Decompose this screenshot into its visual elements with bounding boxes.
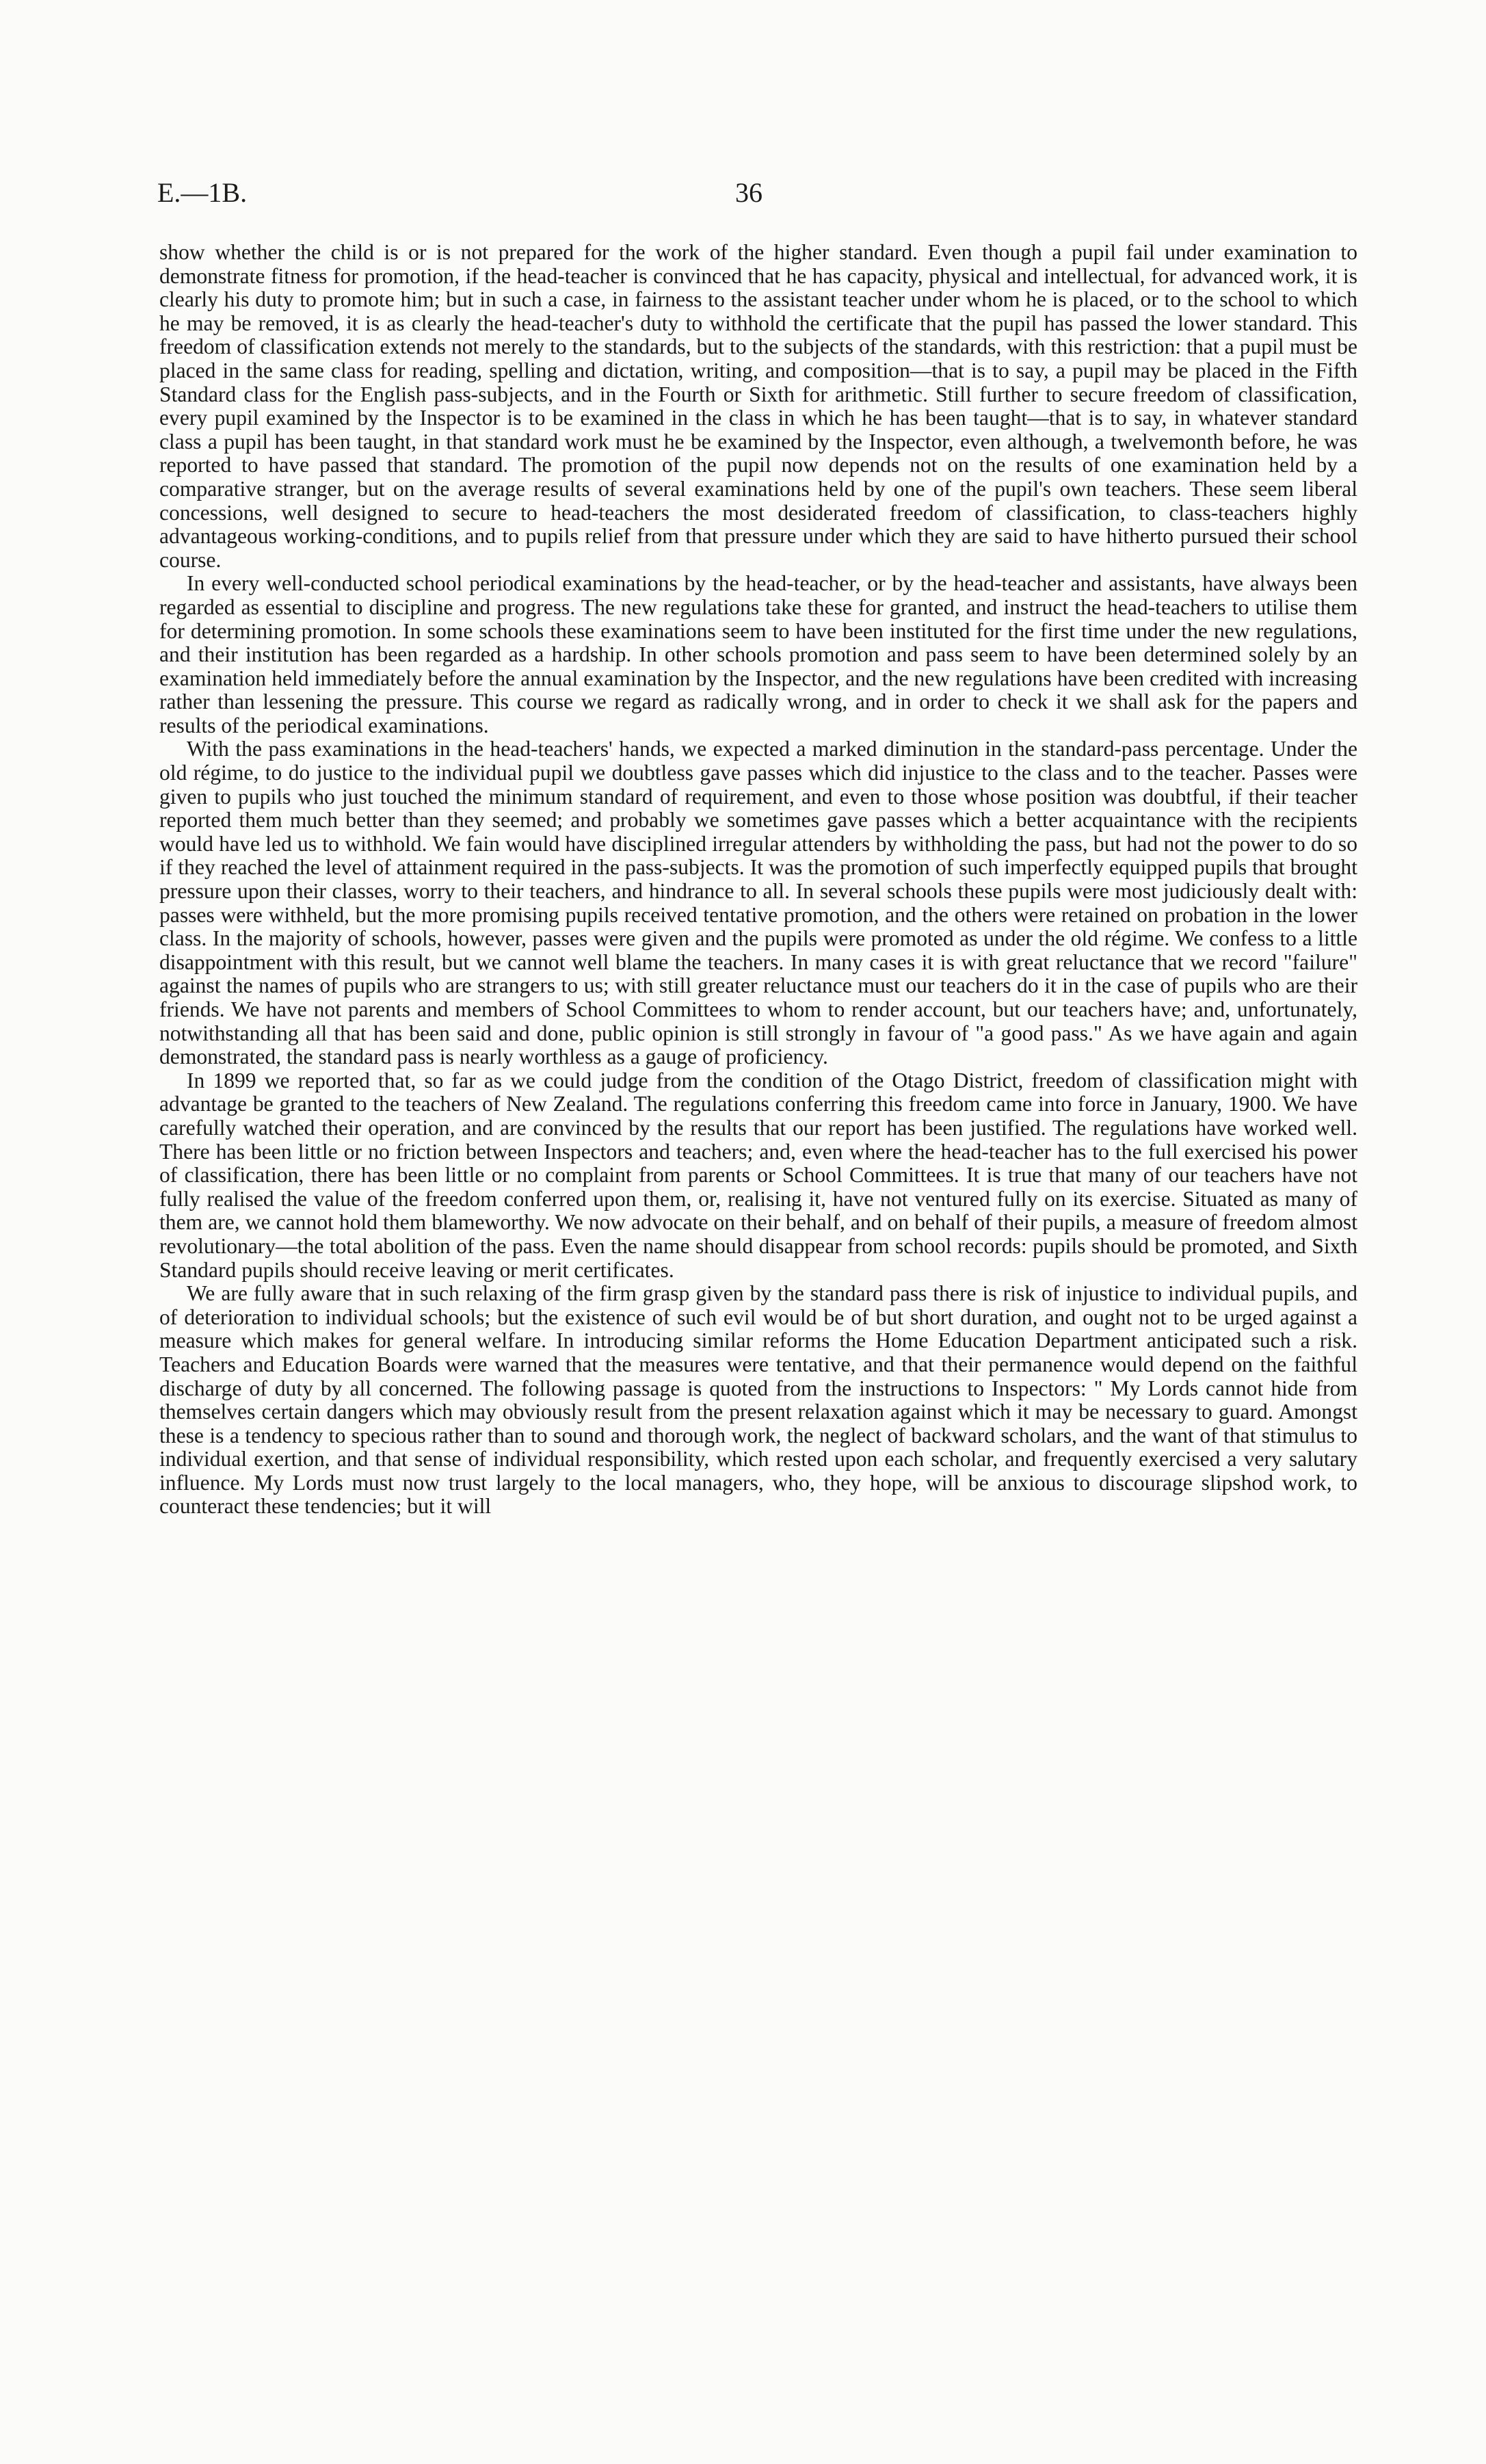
page-header — [157, 176, 1357, 218]
paragraph-periodical-examinations: In every well-conducted school periodical examinations by the head-teacher, or by the head-teacher and assistants, have always been regarded as essential to discipline and progress. The new regulations take these for granted, and instruct the head-teachers to utilise them for determining promotion. In some schools these examinations seem to have been instituted for the first time under the new regulations, and their institution has been regarded as a hardship. In other schools promotion and pass seem to have been determined solely by an examination held immediately before the annual examination by the Inspector, and the new regulations have been credited with increasing rather than lessening the pressure. This course we regard as radically wrong, and in order to check it we shall ask for the papers and results of the periodical examinations. — [159, 571, 1357, 737]
paragraph-pass-examinations: With the pass examinations in the head-teachers' hands, we expected a marked diminution in the standard-pass percentage. Under the old régime, to do justice to the individual pupil we doubtless gave passes which did injustice to the class and to the teacher. Passes were given to pupils who just touched the minimum standard of requirement, and even to those whose position was doubtful, if their teacher reported them much better than they seemed; and probably we sometimes gave passes which a better acquaintance with the recipients would have led us to withhold. We fain would have disciplined irregular attenders by withholding the pass, but had not the power to do so if they reached the level of attainment required in the pass-subjects. It was the promotion of such imperfectly equipped pupils that brought pressure upon their classes, worry to their teachers, and hindrance to all. In several schools these pupils were most judiciously dealt with: passes were withheld, but the more promising pupils received tentative promotion, and the others were retained on probation in the lower class. In the majority of schools, however, passes were given and the pupils were promoted as under the old régime. We confess to a little disappointment with this result, but we cannot well blame the teachers. In many cases it is with great reluctance that we record "failure" against the names of pupils who are strangers to us; with still greater reluctance must our teachers do it in the case of pupils who are their friends. We have not parents and members of School Committees to whom to render account, but our teachers have; and, unfortunately, notwithstanding all that has been said and done, public opinion is still strongly in favour of "a good pass." As we have again and again demonstrated, the standard pass is nearly worthless as a gauge of proficiency. — [159, 737, 1357, 1069]
paragraph-classification-freedom: show whether the child is or is not prepared for the work of the higher standard. Even though a pupil fail under examination to demonstrate fitness for promotion, if the head-teacher is convinced that he has capacity, physical and intellectual, for advanced work, it is clearly his duty to promote him; but in such a case, in fairness to the assistant teacher under whom he is placed, or to the school to which he may be removed, it is as clearly the head-teacher's duty to withhold the certificate that the pupil has passed the lower standard. This freedom of classification extends not merely to the standards, but to the subjects of the standards, with this restriction: that a pupil must be placed in the same class for reading, spelling and dictation, writing, and composition—that is to say, a pupil may be placed in the Fifth Standard class for the English pass-subjects, and in the Fourth or Sixth for arithmetic. Still further to secure freedom of classification, every pupil examined by the Inspector is to be examined in the class in which he has been taught—that is to say, in whatever standard class a pupil has been taught, in that standard work must he be examined by the Inspector, even although, a twelvemonth before, he was reported to have passed that standard. The promotion of the pupil now depends not on the results of one examination held by a comparative stranger, but on the average results of several examinations held by one of the pupil's own teachers. These seem liberal concessions, well designed to secure to head-teachers the most desiderated freedom of classification, to class-teachers highly advantageous working-conditions, and to pupils relief from that pressure under which they are said to have hitherto pursued their school course. — [159, 240, 1357, 572]
document-reference: E.—1B. — [157, 177, 248, 208]
paragraph-1899-report: In 1899 we reported that, so far as we could judge from the condition of the Otago District, freedom of classification might with advantage be granted to the teachers of New Zealand. The regulations conferring this freedom came into force in January, 1900. We have carefully watched their operation, and are convinced by the results that our report has been justified. The regulations have worked well. There has been little or no friction between Inspectors and teachers; and, even where the head-teacher has to the full exercised his power of classification, there has been little or no complaint from parents or School Committees. It is true that many of our teachers have not fully realised the value of the freedom conferred upon them, or, realising it, have not ventured fully on its exercise. Situated as many of them are, we cannot hold them blameworthy. We now advocate on their behalf, and on behalf of their pupils, a measure of freedom almost revolutionary—the total abolition of the pass. Even the name should disappear from school records: pupils should be promoted, and Sixth Standard pupils should receive leaving or merit certificates. — [159, 1068, 1357, 1282]
page-number: 36 — [735, 177, 762, 208]
paragraph-risk-of-injustice: We are fully aware that in such relaxing of the firm grasp given by the standard pass there is risk of injustice to individual pupils, and of deterioration to individual schools; but the existence of such evil would be of but short duration, and ought not to be urged against a measure which makes for general welfare. In introducing similar reforms the Home Education Department anticipated such a risk. Teachers and Education Boards were warned that the measures were tentative, and that their permanence would depend on the faithful discharge of duty by all concerned. The following passage is quoted from the instructions to Inspectors: " My Lords cannot hide from themselves certain dangers which may obviously result from the present relaxation against which it may be necessary to guard. Amongst these is a tendency to specious rather than to sound and thorough work, the neglect of backward scholars, and the want of that stimulus to individual exertion, and that sense of individual responsibility, which rested upon each scholar, and frequently exercised a very salutary influence. My Lords must now trust largely to the local managers, who, they hope, will be anxious to discourage slipshod work, to counteract these tendencies; but it will — [159, 1281, 1357, 1519]
report-body — [159, 241, 1357, 1519]
